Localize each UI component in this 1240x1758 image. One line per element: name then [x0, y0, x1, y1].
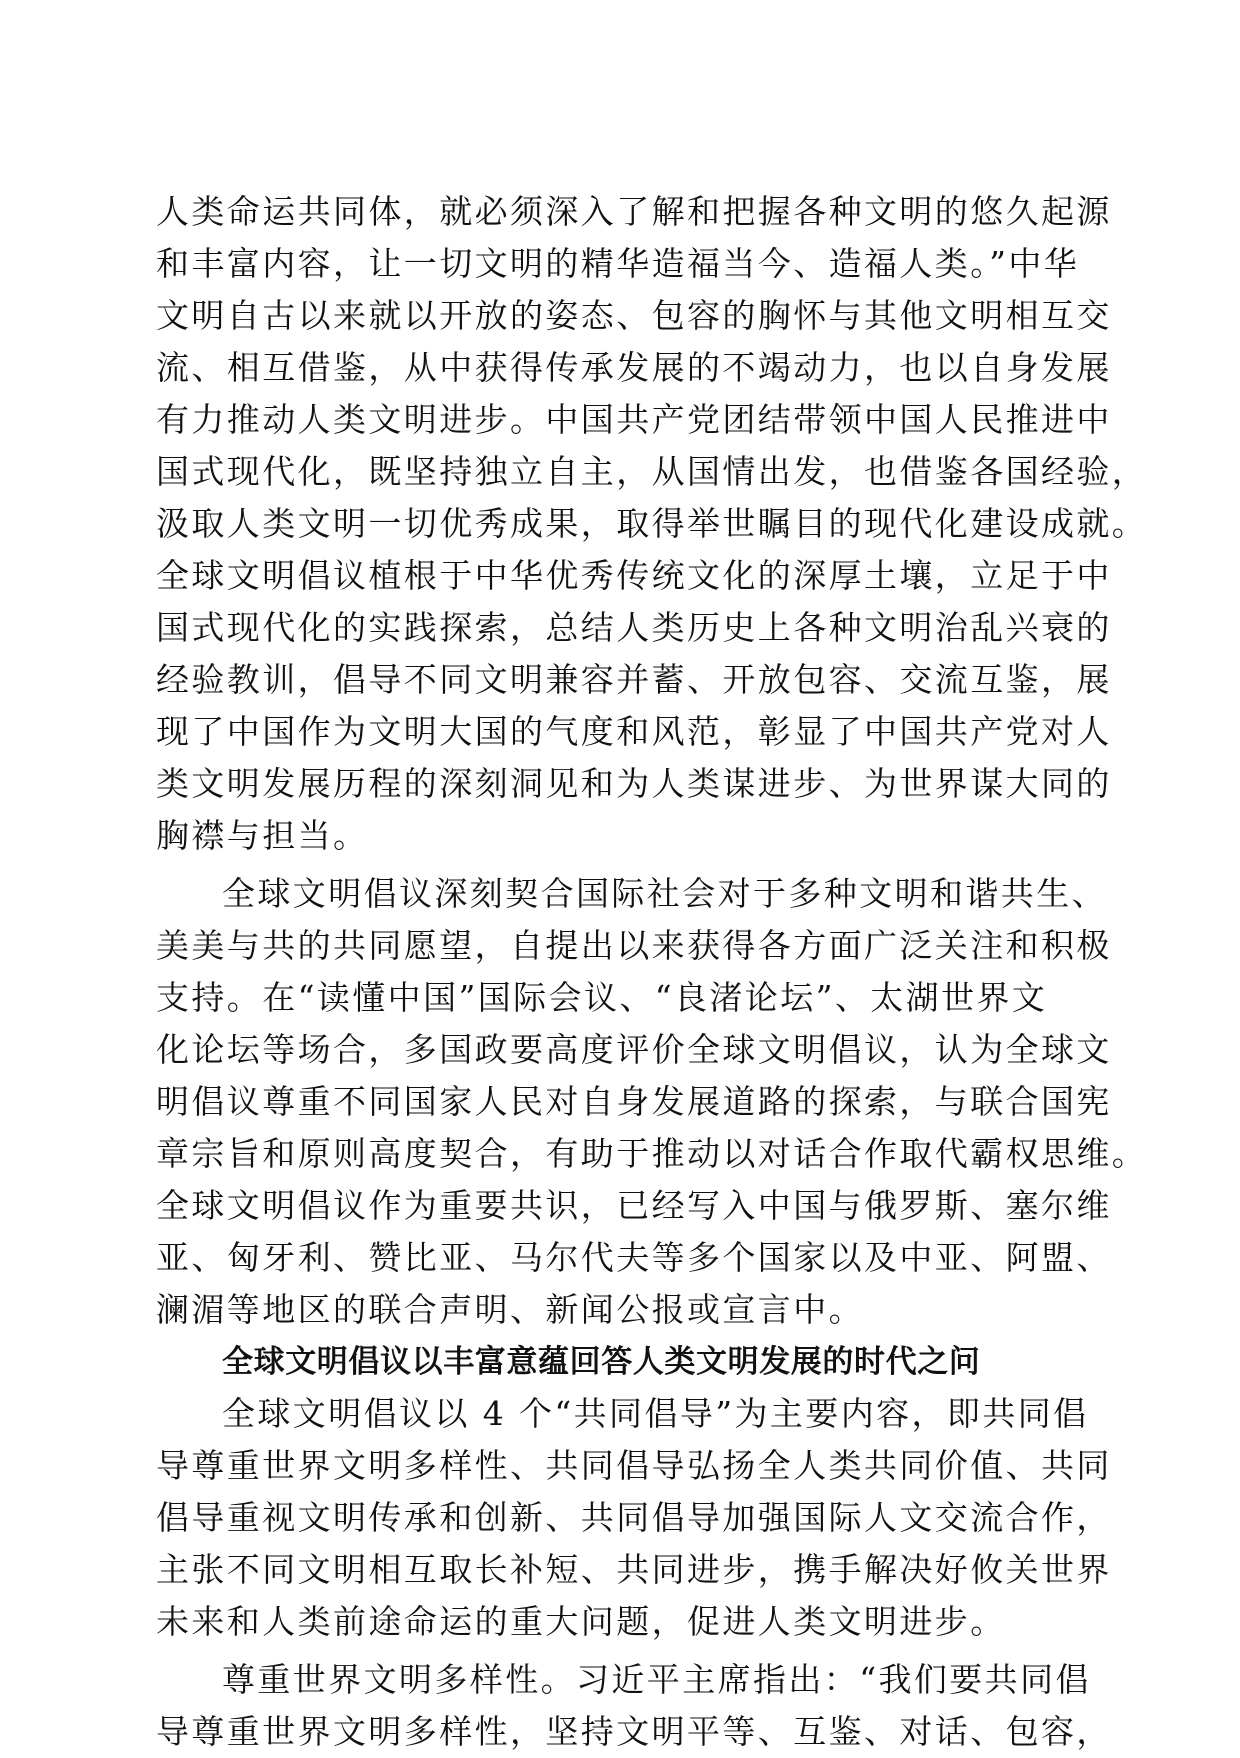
text-line: 文明自古以来就以开放的姿态、包容的胸怀与其他文明相互交: [156, 296, 1112, 335]
text-line: 未来和人类前途命运的重大问题，促进人类文明进步。: [156, 1602, 1006, 1641]
section-heading: 全球文明倡议以丰富意蕴回答人类文明发展的时代之问: [222, 1344, 981, 1380]
text-line: 倡导重视文明传承和创新、共同倡导加强国际人文交流合作，: [156, 1498, 1112, 1537]
text-line: 导尊重世界文明多样性，坚持文明平等、互鉴、对话、包容，: [156, 1712, 1112, 1751]
paragraph-continued: [156, 186, 1148, 862]
paragraph-diversity: [156, 1654, 1112, 1758]
paragraph-support: [156, 868, 1148, 1336]
text-line: 亚、匈牙利、赞比亚、马尔代夫等多个国家以及中亚、阿盟、: [156, 1238, 1112, 1277]
text-line: 流、相互借鉴，从中获得传承发展的不竭动力，也以自身发展: [156, 348, 1112, 387]
text-line: 全球文明倡议作为重要共识，已经写入中国与俄罗斯、塞尔维: [156, 1186, 1112, 1225]
text-line: 经验教训，倡导不同文明兼容并蓄、开放包容、交流互鉴，展: [156, 660, 1112, 699]
text-line: 澜湄等地区的联合声明、新闻公报或宣言中。: [156, 1290, 864, 1329]
document-body: [156, 186, 1148, 1758]
text-line: 章宗旨和原则高度契合，有助于推动以对话合作取代霸权思维。: [156, 1134, 1148, 1173]
text-line: 汲取人类文明一切优秀成果，取得举世瞩目的现代化建设成就。: [156, 504, 1148, 543]
paragraph-main-content: [156, 1388, 1112, 1648]
text-line: 全球文明倡议植根于中华优秀传统文化的深厚土壤，立足于中: [156, 556, 1112, 595]
text-line: 全球文明倡议以 4 个“共同倡导”为主要内容，即共同倡: [222, 1394, 1089, 1433]
text-line: 明倡议尊重不同国家人民对自身发展道路的探索，与联合国宪: [156, 1082, 1112, 1121]
text-line: 美美与共的共同愿望，自提出以来获得各方面广泛关注和积极: [156, 926, 1112, 965]
text-line: 全球文明倡议深刻契合国际社会对于多种文明和谐共生、: [222, 874, 1107, 913]
text-line: 导尊重世界文明多样性、共同倡导弘扬全人类共同价值、共同: [156, 1446, 1112, 1485]
text-line: 有力推动人类文明进步。中国共产党团结带领中国人民推进中: [156, 400, 1112, 439]
text-line: 化论坛等场合，多国政要高度评价全球文明倡议，认为全球文: [156, 1030, 1112, 1069]
text-line: 胸襟与担当。: [156, 816, 369, 855]
text-line: 尊重世界文明多样性。习近平主席指出：“我们要共同倡: [222, 1660, 1091, 1699]
text-line: 人类命运共同体，就必须深入了解和把握各种文明的悠久起源: [156, 192, 1112, 231]
text-line: 主张不同文明相互取长补短、共同进步，携手解决好攸关世界: [156, 1550, 1112, 1589]
text-line: 国式现代化，既坚持独立自主，从国情出发，也借鉴各国经验，: [156, 452, 1148, 491]
text-line: 国式现代化的实践探索，总结人类历史上各种文明治乱兴衰的: [156, 608, 1112, 647]
text-line: 类文明发展历程的深刻洞见和为人类谋进步、为世界谋大同的: [156, 764, 1112, 803]
text-line: 支持。在“读懂中国”国际会议、“良渚论坛”、太湖世界文: [156, 978, 1048, 1017]
text-line: 现了中国作为文明大国的气度和风范，彰显了中国共产党对人: [156, 712, 1112, 751]
text-line: 和丰富内容，让一切文明的精华造福当今、造福人类。”中华: [156, 244, 1080, 283]
